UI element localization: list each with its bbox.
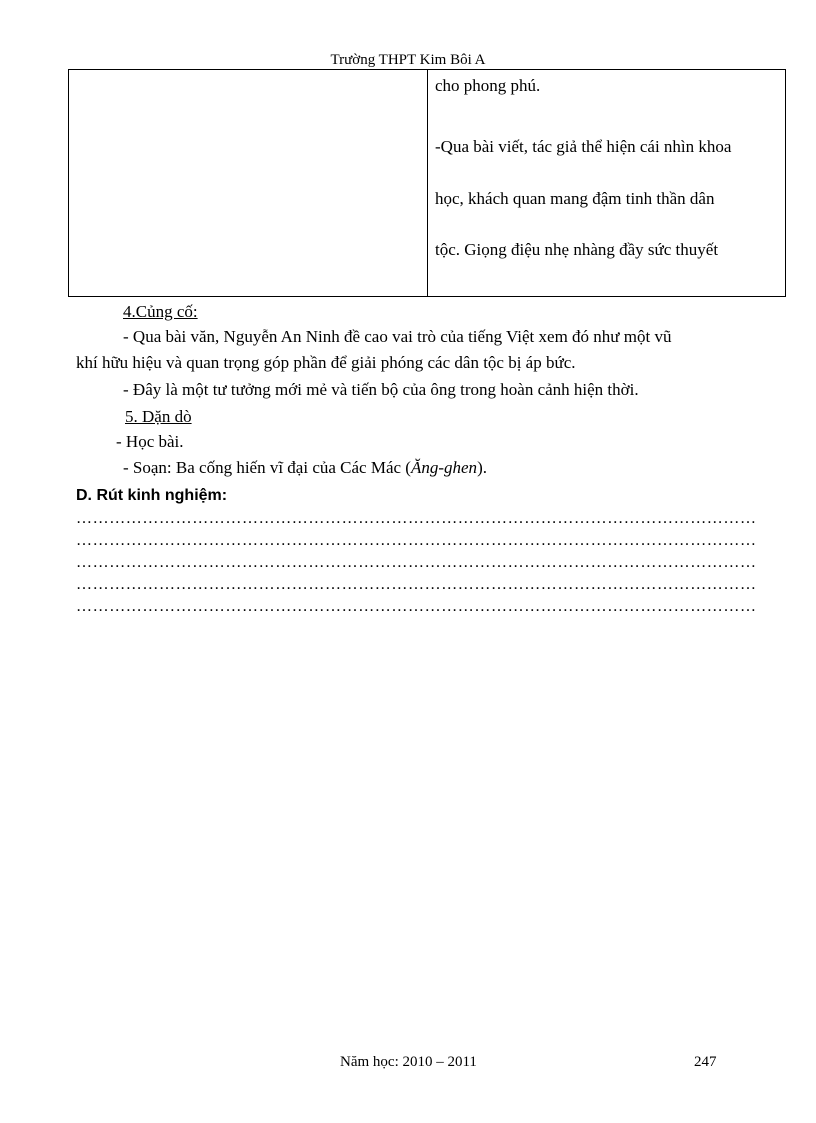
- page-header: Trường THPT Kim Bôi A: [330, 52, 486, 68]
- page-number: 247: [694, 1054, 717, 1070]
- homework-item: - Học bài.: [116, 432, 184, 451]
- homework-item-suffix: ).: [477, 458, 487, 477]
- consolidation-line: khí hữu hiệu và quan trọng góp phần để giải phóng các dân tộc bị áp bức.: [76, 353, 576, 372]
- homework-item-text: - Soạn: Ba cống hiến vĩ đại của Các Mác (: [123, 458, 411, 477]
- lesson-table: [68, 69, 786, 297]
- table-cell-line: -Qua bài viết, tác giả thể hiện cái nhìn khoa: [435, 137, 732, 156]
- consolidation-line: - Đây là một tư tưởng mới mẻ và tiến bộ của ông trong hoàn cảnh hiện thời.: [123, 380, 639, 399]
- dotted-line: ……………………………………………………………………………………………………………: [76, 576, 757, 593]
- table-cell-line: học, khách quan mang đậm tinh thần dân: [435, 189, 715, 208]
- homework-item: [123, 458, 487, 478]
- homework-heading: 5. Dặn dò: [125, 407, 192, 426]
- table-column-divider: [427, 70, 428, 296]
- dotted-line: ……………………………………………………………………………………………………………: [76, 510, 757, 527]
- table-cell-line: tộc. Giọng điệu nhẹ nhàng đầy sức thuyết: [435, 240, 719, 259]
- dotted-line: ……………………………………………………………………………………………………………: [76, 554, 757, 571]
- footer-school-year: Năm học: 2010 – 2011: [340, 1054, 477, 1070]
- consolidation-heading: 4.Củng cố:: [123, 302, 198, 321]
- dotted-line: ……………………………………………………………………………………………………………: [76, 532, 757, 549]
- experience-heading: D. Rút kinh nghiệm:: [76, 487, 228, 504]
- consolidation-line: - Qua bài văn, Nguyễn An Ninh đề cao vai trò của tiếng Việt xem đó như một vũ: [123, 327, 672, 346]
- homework-item-italic: Ăng-ghen: [410, 458, 478, 477]
- table-cell-line: cho phong phú.: [435, 76, 541, 95]
- dotted-line: ……………………………………………………………………………………………………………: [76, 598, 757, 615]
